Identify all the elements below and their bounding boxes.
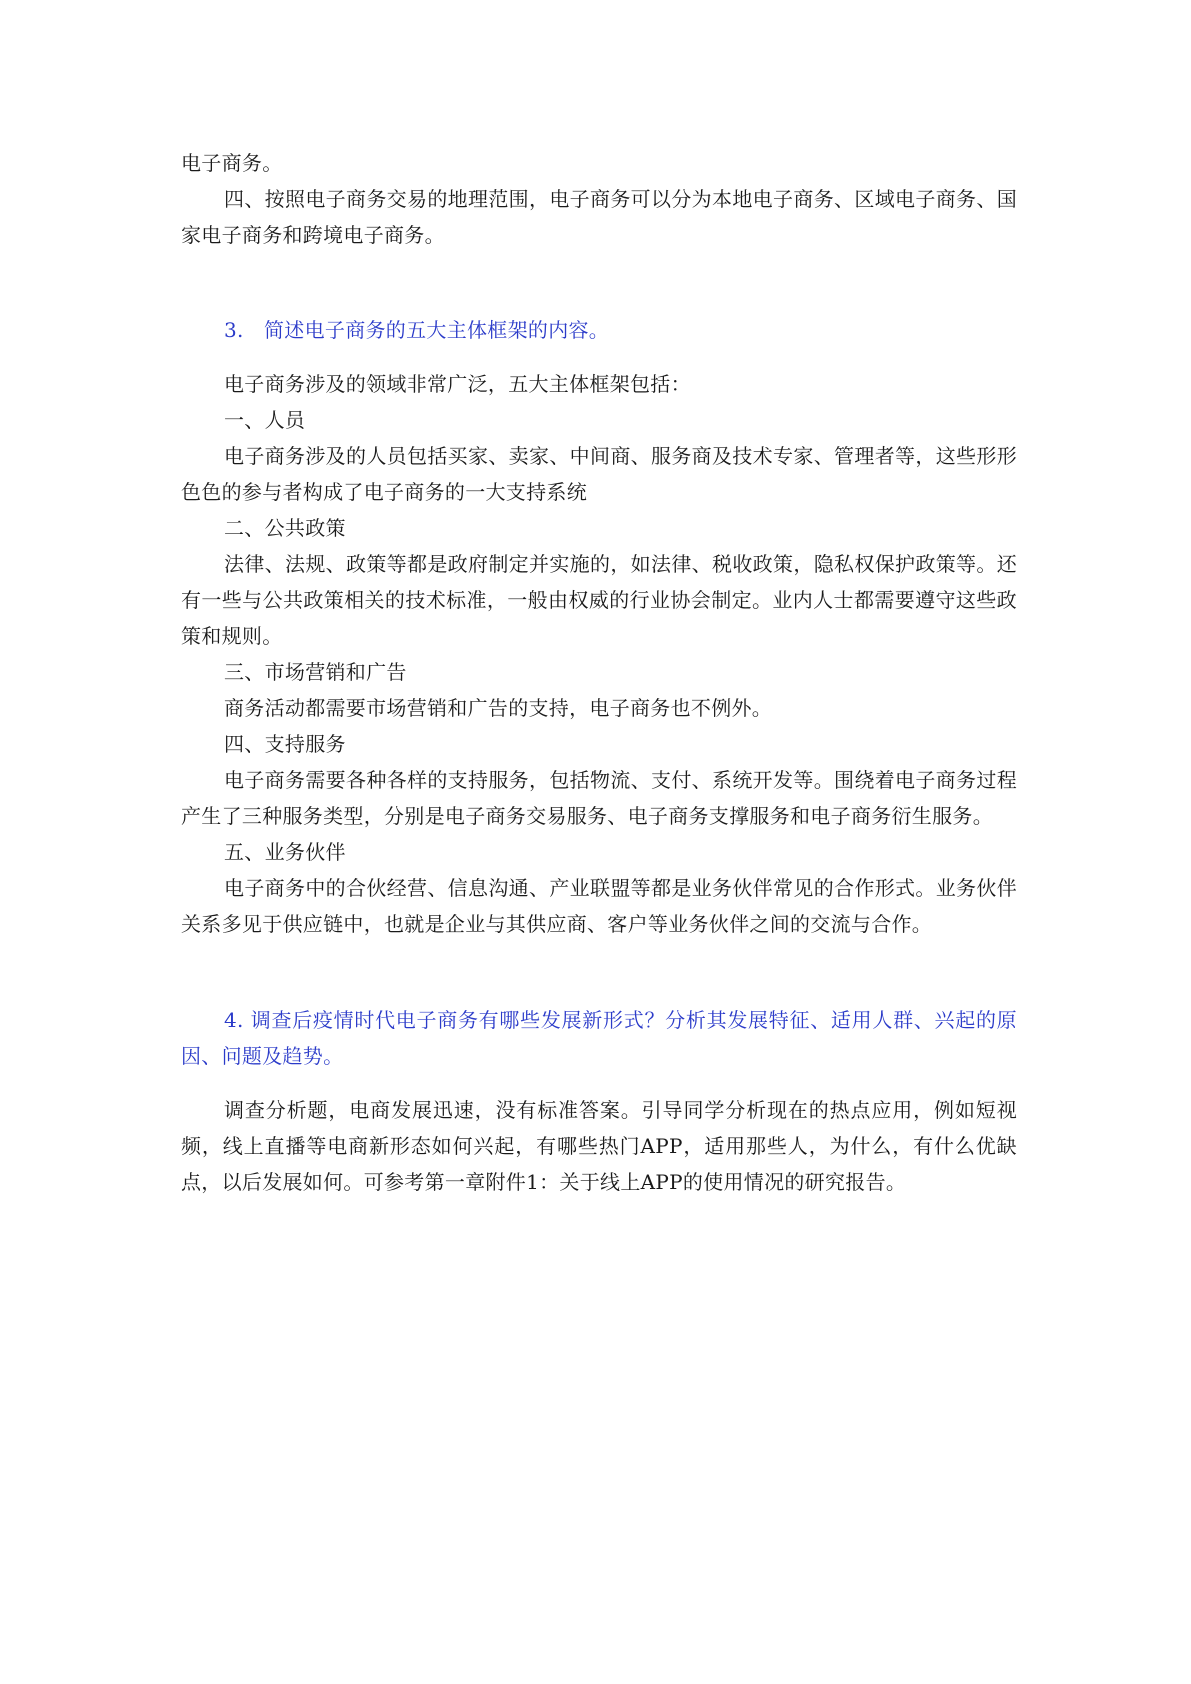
framework-body-1: 电子商务涉及的人员包括买家、卖家、中间商、服务商及技术专家、管理者等，这些形形色色的参与者构成了电子商务的一大支持系统	[181, 444, 1017, 504]
spacer	[181, 253, 1017, 312]
intro-paragraph-4: 四、按照电子商务交易的地理范围，电子商务可以分为本地电子商务、区域电子商务、国家电子商务和跨境电子商务。	[181, 187, 1017, 247]
question-3	[181, 312, 1017, 348]
framework-heading-4: 四、支持服务	[224, 732, 346, 756]
framework-body-5: 电子商务中的合伙经营、信息沟通、产业联盟等都是业务伙伴常见的合作形式。业务伙伴关系多见于供应链中，也就是企业与其供应商、客户等业务伙伴之间的交流与合作。	[181, 876, 1017, 936]
spacer	[181, 942, 1017, 1002]
framework-heading-5: 五、业务伙伴	[224, 840, 346, 864]
answer-4: 调查分析题，电商发展迅速，没有标准答案。引导同学分析现在的热点应用，例如短视频，线上直播等电商新形态如何兴起，有哪些热门APP，适用那些人，为什么，有什么优缺点，以后发展如何。可参考第一章附件1：关于线上APP的使用情况的研究报告。	[181, 1098, 1017, 1194]
document-body	[181, 145, 1017, 1200]
spacer	[181, 348, 1017, 366]
framework-heading-1: 一、人员	[224, 408, 306, 432]
framework-body-2: 法律、法规、政策等都是政府制定并实施的，如法律、税收政策，隐私权保护政策等。还有一些与公共政策相关的技术标准，一般由权威的行业协会制定。业内人士都需要遵守这些政策和规则。	[181, 552, 1017, 648]
question-3-number: 3.	[224, 318, 244, 342]
question-3-text: 简述电子商务的五大主体框架的内容。	[264, 318, 610, 342]
framework-heading-3: 三、市场营销和广告	[224, 660, 407, 684]
intro-line: 电子商务。	[181, 151, 283, 175]
framework-heading-2: 二、公共政策	[224, 516, 346, 540]
answer-3-lead: 电子商务涉及的领域非常广泛，五大主体框架包括：	[224, 372, 691, 396]
spacer	[181, 1074, 1017, 1092]
question-4: 4. 调查后疫情时代电子商务有哪些发展新形式？分析其发展特征、适用人群、兴起的原因、问题及趋势。	[181, 1008, 1017, 1068]
framework-body-4: 电子商务需要各种各样的支持服务，包括物流、支付、系统开发等。围绕着电子商务过程产生了三种服务类型，分别是电子商务交易服务、电子商务支撑服务和电子商务衍生服务。	[181, 768, 1017, 828]
framework-body-3: 商务活动都需要市场营销和广告的支持，电子商务也不例外。	[224, 696, 773, 720]
